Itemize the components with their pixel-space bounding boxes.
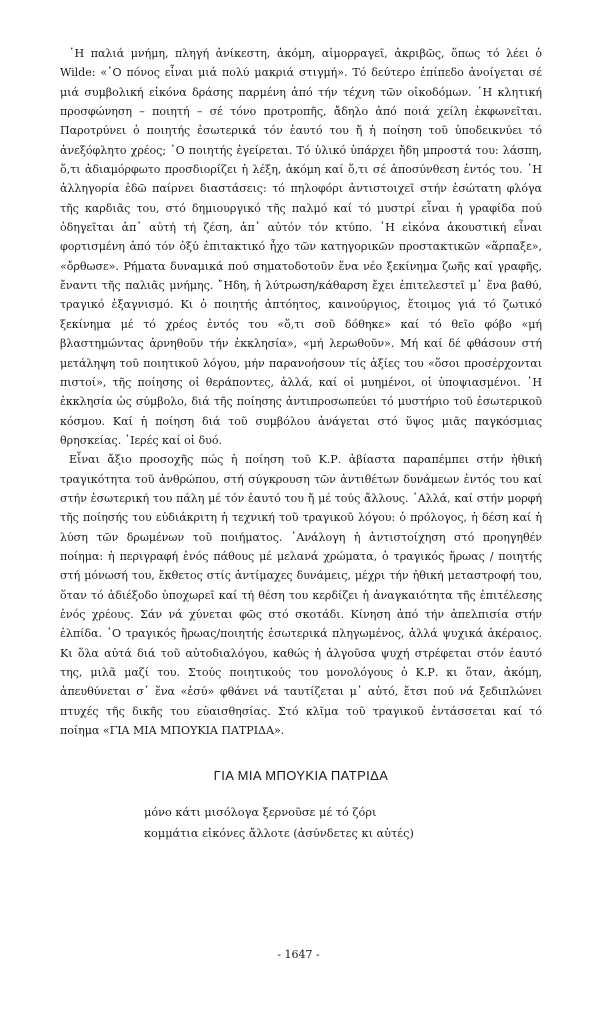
poem-excerpt (144, 802, 542, 844)
poem-line-1: μόνο κάτι μισόλογα ξερνοῦσε μέ τό ζόρι (144, 806, 377, 820)
page-body (60, 44, 542, 844)
paragraph-1: ῾Η παλιά μνήμη, πληγή ἀνίκεστη, ἀκόμη, αἱμορραγεῖ, ἀκριβῶς, ὅπως τό λέει ὁ Wilde: «῾Ο πόνος εἶναι μιά πολύ μακριά στιγμή». Τό δεύτερο ἐπίπεδο ἀνοίγεται σέ μιά συμβολική εἰκόνα δράσης παρμένη ἀπό τήν τέχνη τῶν οἰκοδόμων. ῾Η κλητική προσφώνηση – ποιητή – σέ τόνο προτροπῆς, ἄδηλο ἀπό ποιά χείλη ἐκφωνεῖται. Παροτρύνει ὁ ποιητής ἐσωτερικά τόν ἑαυτό του ἤ ἡ ποίηση τοῦ ὑποδεικνύει τό ἀνεξόφλητο χρέος; ῾Ο ποιητής ἐγείρεται. Τό ὑλικό ὑπάρχει ἤδη μπροστά του: λάσπη, ὅ,τι ἀδιαμόρφωτο προσδιορίζει ἡ λέξη, ἀκόμη καί ὅ,τι σέ ἀποσύνθεση ἐντός του. ῾Η ἀλληγορία ἐδῶ παίρνει διαστάσεις: τό πηλοφόρι ἀντιστοιχεῖ στήν ἐσώτατη φλόγα τῆς καρδιᾶς του, στό δημιουργικό τῆς παλμό καί τό μυστρί εἶναι ἡ γραφίδα πού ὁδηγεῖται ἀπ᾽ αὐτή τή ζέση, ἀπ᾽ αὐτόν τόν κτύπο. ῾Η εἰκόνα ἀκουστική εἶναι φορτισμένη ἀπό τόν ὀξύ ἐπιτακτικό ἦχο τῶν κατηγορικῶν προστακτικῶν «ἅρπαξε», «ὄρθωσε». Ρήματα δυναμικά πού σηματοδοτοῦν ἕνα νέο ξεκίνημα ζωῆς καί γραφῆς, ἔναντι τῆς παλιᾶς μνήμης. ῎Ηδη, ἡ λύτρωση/κάθαρση ἔχει ἐπιτελεστεῖ μ᾽ ἕνα βαθύ, τραγικό ἐξαγνισμό. Κι ὁ ποιητής ἀπτόητος, καινούργιος, ἕτοιμος γιά τό ζωτικό ξεκίνημα μέ τό χρέος ἐντός του «ὅ,τι σοῦ δόθηκε» καί τό θεῖο φόβο «μή βλαστημώντας ἀρνηθοῦν τήν ἐκκλησία», «μή λερωθοῦν». Μή καί δέ φθάσουν στή μετάληψη τοῦ ποιητικοῦ λόγου, μήν παρανοήσουν τίς ἀξίες του «ὅσοι προσέρχονται πιστοί», τῆς ποίησης οἱ θεράποντες, ἀλλά, καί οἱ μυημένοι, οἱ ὑποψιασμένοι. ῾Η ἐκκλησία ὡς σύμβολο, διά τῆς ποίησης ἀντιπροσωπεύει τό μυστήριο τοῦ ἐσωτερικοῦ κόσμου. Καί ἡ ποίηση διά τοῦ συμβόλου ἀνάγεται στό ὕψος μιᾶς παγκόσμιας θρησκείας. ῾Ιερές καί οἱ δυό. (60, 47, 542, 447)
poem-line-2: κομμάτια εἰκόνες ἄλλοτε (ἀσύνδετες κι αὐτές) (144, 827, 414, 841)
poem-title: ΓΙΑ ΜΙΑ ΜΠΟΥΚΙΑ ΠΑΤΡΙΔΑ (213, 768, 389, 784)
paragraph-2: Εἶναι ἄξιο προσοχῆς πώς ἡ ποίηση τοῦ Κ.Ρ. ἀβίαστα παραπέμπει στήν ἠθική τραγικότητα τοῦ ἀνθρώπου, στή σύγκρουση τῶν ἀντιθέτων δυνάμεων ἐντός του καί στήν ἐσωτερική του πάλη μέ τόν ἑαυτό του ἤ μέ τούς ἄλλους. ᾿Αλλά, καί στήν μορφή τῆς ποίησής του εὐδιάκριτη ἡ τεχνική τοῦ τραγικοῦ λόγου: ὁ πρόλογος, ἡ δέση καί ἡ λύση τῶν δρωμένων τοῦ ποιήματος. ᾿Ανάλογη ἡ ἀντιστοίχηση στό προηγηθέν ποίημα: ἡ περιγραφή ἑνός πάθους μέ μελανά χρώματα, ὁ τραγικός ἥρωας / ποιητής στή μόνωσή του, ἔκθετος στίς ἀντίμαχες δυνάμεις, μέχρι τήν ἠθική μεταστροφή του, ὅταν τό ἀδιέξοδο ὑποχωρεῖ καί τή θέση του κερδίζει ἡ ἀναγκαιότητα τῆς ἐπιτέλεσης ἑνός χρέους. Σάν νά χύνεται φῶς στό σκοτάδι. Κίνηση ἀπό τήν ἀπελπισία στήν ἐλπίδα. ῾Ο τραγικός ἥρωας/ποιητής ἐσωτερικά πληγωμένος, ἀλλά ψυχικά ἀκέραιος. Κι ὅλα αὐτά διά τοῦ αὐτοδιαλόγου, καθώς ἡ ἀλγοῦσα ψυχή στρέφεται στόν ἑαυτό της, μιλᾶ μαζί του. Στούς ποιητικούς του μονολόγους ὁ Κ.Ρ. κι ὅταν, ἀκόμη, ἀπευθύνεται σ᾽ ἕνα «ἐσύ» φθάνει νά ταυτίζεται μ᾽ αὐτό, ἔτσι πού νά ξεδιπλώνει πτυχές τῆς δικῆς του εὐαισθησίας. Στό κλῖμα τοῦ τραγικοῦ ἐντάσσεται καί τό ποίημα «ΓΙΑ ΜΙΑ ΜΠΟΥΚΙΑ ΠΑΤΡΙΔΑ». (60, 453, 542, 738)
page-number: - 1647 - (277, 948, 320, 961)
